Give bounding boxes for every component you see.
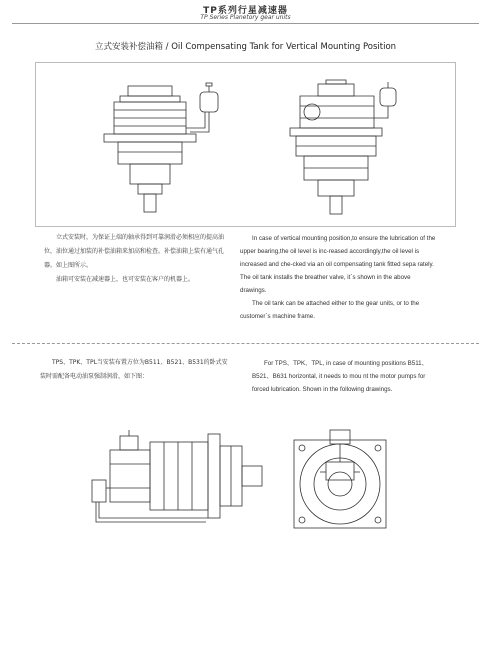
text2-en-paragraph-1: For TPS、TPK、TPL, in case of mounting positions B511、B521、B631 horizontal, it needs to mou nt the motor pumps for forced lubrication. Shown in the following drawings. bbox=[252, 360, 428, 393]
text2-cn-paragraph-1: TPS、TPK、TPL当安装布置方位为B511、B521、B531的卧式安装时需配备电动油泵强制润滑，如下图： bbox=[40, 359, 228, 380]
text1-chinese bbox=[44, 231, 224, 287]
header-title: TP系列行星减速器 bbox=[203, 6, 288, 16]
text1-en-paragraph-1: In case of vertical mounting position,to ensure the lubrication of the upper bearing,the oil level is inc-reased accordingly,the oil level is increased and che-cked via an oil compensating tank fitted sepa rately. The oil tank installs the breather valve, it`s shown in the above drawings. bbox=[240, 235, 436, 294]
vertical-gear-unit-side-view bbox=[90, 82, 230, 217]
text2-english bbox=[252, 357, 436, 396]
header-subtitle: TP Series Planetory gear units bbox=[200, 14, 291, 21]
flange-end-view-with-pump bbox=[290, 428, 390, 530]
text1-cn-paragraph-2: 油箱可安装在减速器上，也可安装在客户的机器上。 bbox=[56, 276, 195, 283]
text2-chinese bbox=[40, 356, 228, 384]
header-divider bbox=[12, 23, 479, 24]
section-title: 立式安装补偿油箱 / Oil Compensating Tank for Vertical Mounting Position bbox=[94, 42, 397, 52]
text1-english bbox=[240, 232, 436, 323]
text1-cn-paragraph-1: 立式安装时，为保证上端的轴承得到可靠润滑必须相应的提高油位，油位通过加装的补偿油箱来加高和检查。补偿油箱上装有通气孔器。如上图所示。 bbox=[44, 234, 225, 269]
text1-en-paragraph-2: The oil tank can be attached either to the gear units, or to the customer`s machine frame. bbox=[240, 300, 420, 320]
section-divider bbox=[12, 343, 479, 344]
vertical-gear-unit-front-view bbox=[278, 78, 408, 218]
horizontal-gear-unit-with-pump bbox=[88, 428, 268, 528]
